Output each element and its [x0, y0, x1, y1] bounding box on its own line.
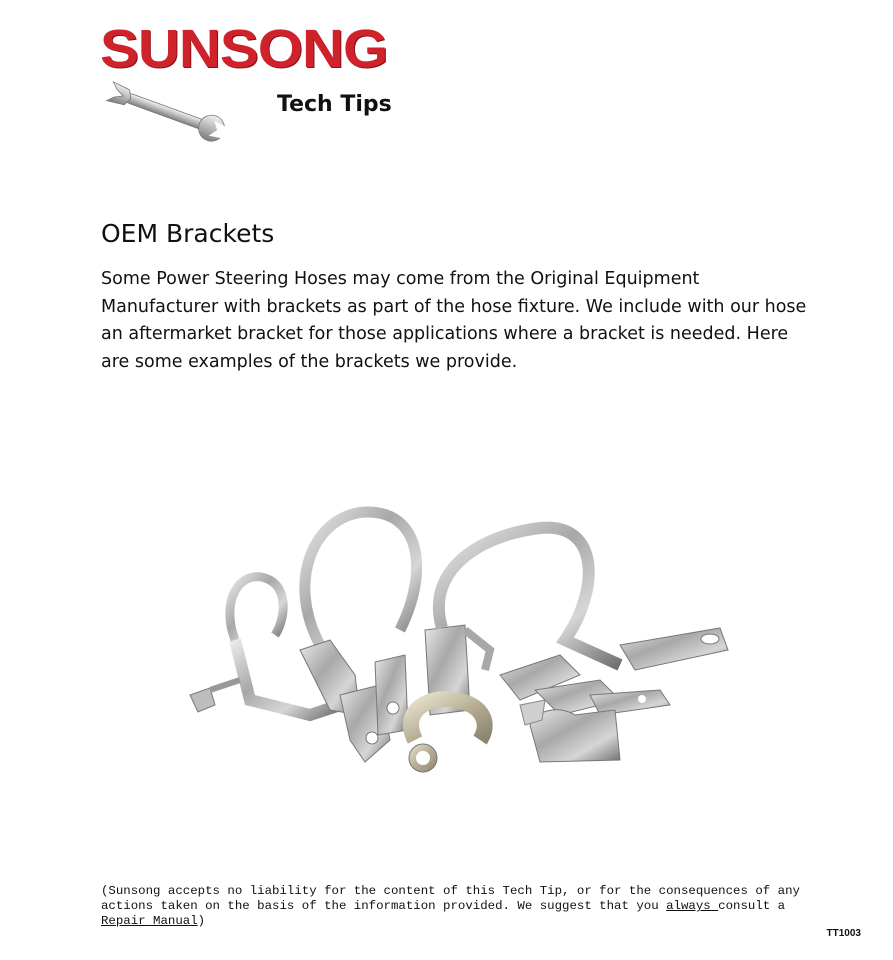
- wrench-icon: [102, 80, 232, 146]
- document-code: TT1003: [826, 928, 861, 939]
- repair-manual-link[interactable]: Repair Manual: [101, 914, 198, 928]
- sunsong-logo: SUNSONG: [100, 19, 388, 79]
- disclaimer-text: [101, 884, 801, 929]
- disclaimer-part1: (Sunsong accepts no liability for the content of this Tech Tip, or for the consequences of any actions taken on the basis of the information provided. We suggest that you: [101, 884, 800, 913]
- disclaimer-part2: consult a: [718, 899, 786, 913]
- brackets-photo: [180, 500, 740, 790]
- disclaimer-always: always: [666, 899, 719, 913]
- page-title: OEM Brackets: [101, 219, 275, 248]
- section-label: Tech Tips: [277, 92, 392, 117]
- disclaimer-end: ): [197, 914, 206, 928]
- article-body: Some Power Steering Hoses may come from the Original Equipment Manufacturer with brackets as part of the hose fixture. We include with our hose an aftermarket bracket for those applications where a bracket is needed. Here are some examples of the brackets we provide.: [101, 269, 807, 372]
